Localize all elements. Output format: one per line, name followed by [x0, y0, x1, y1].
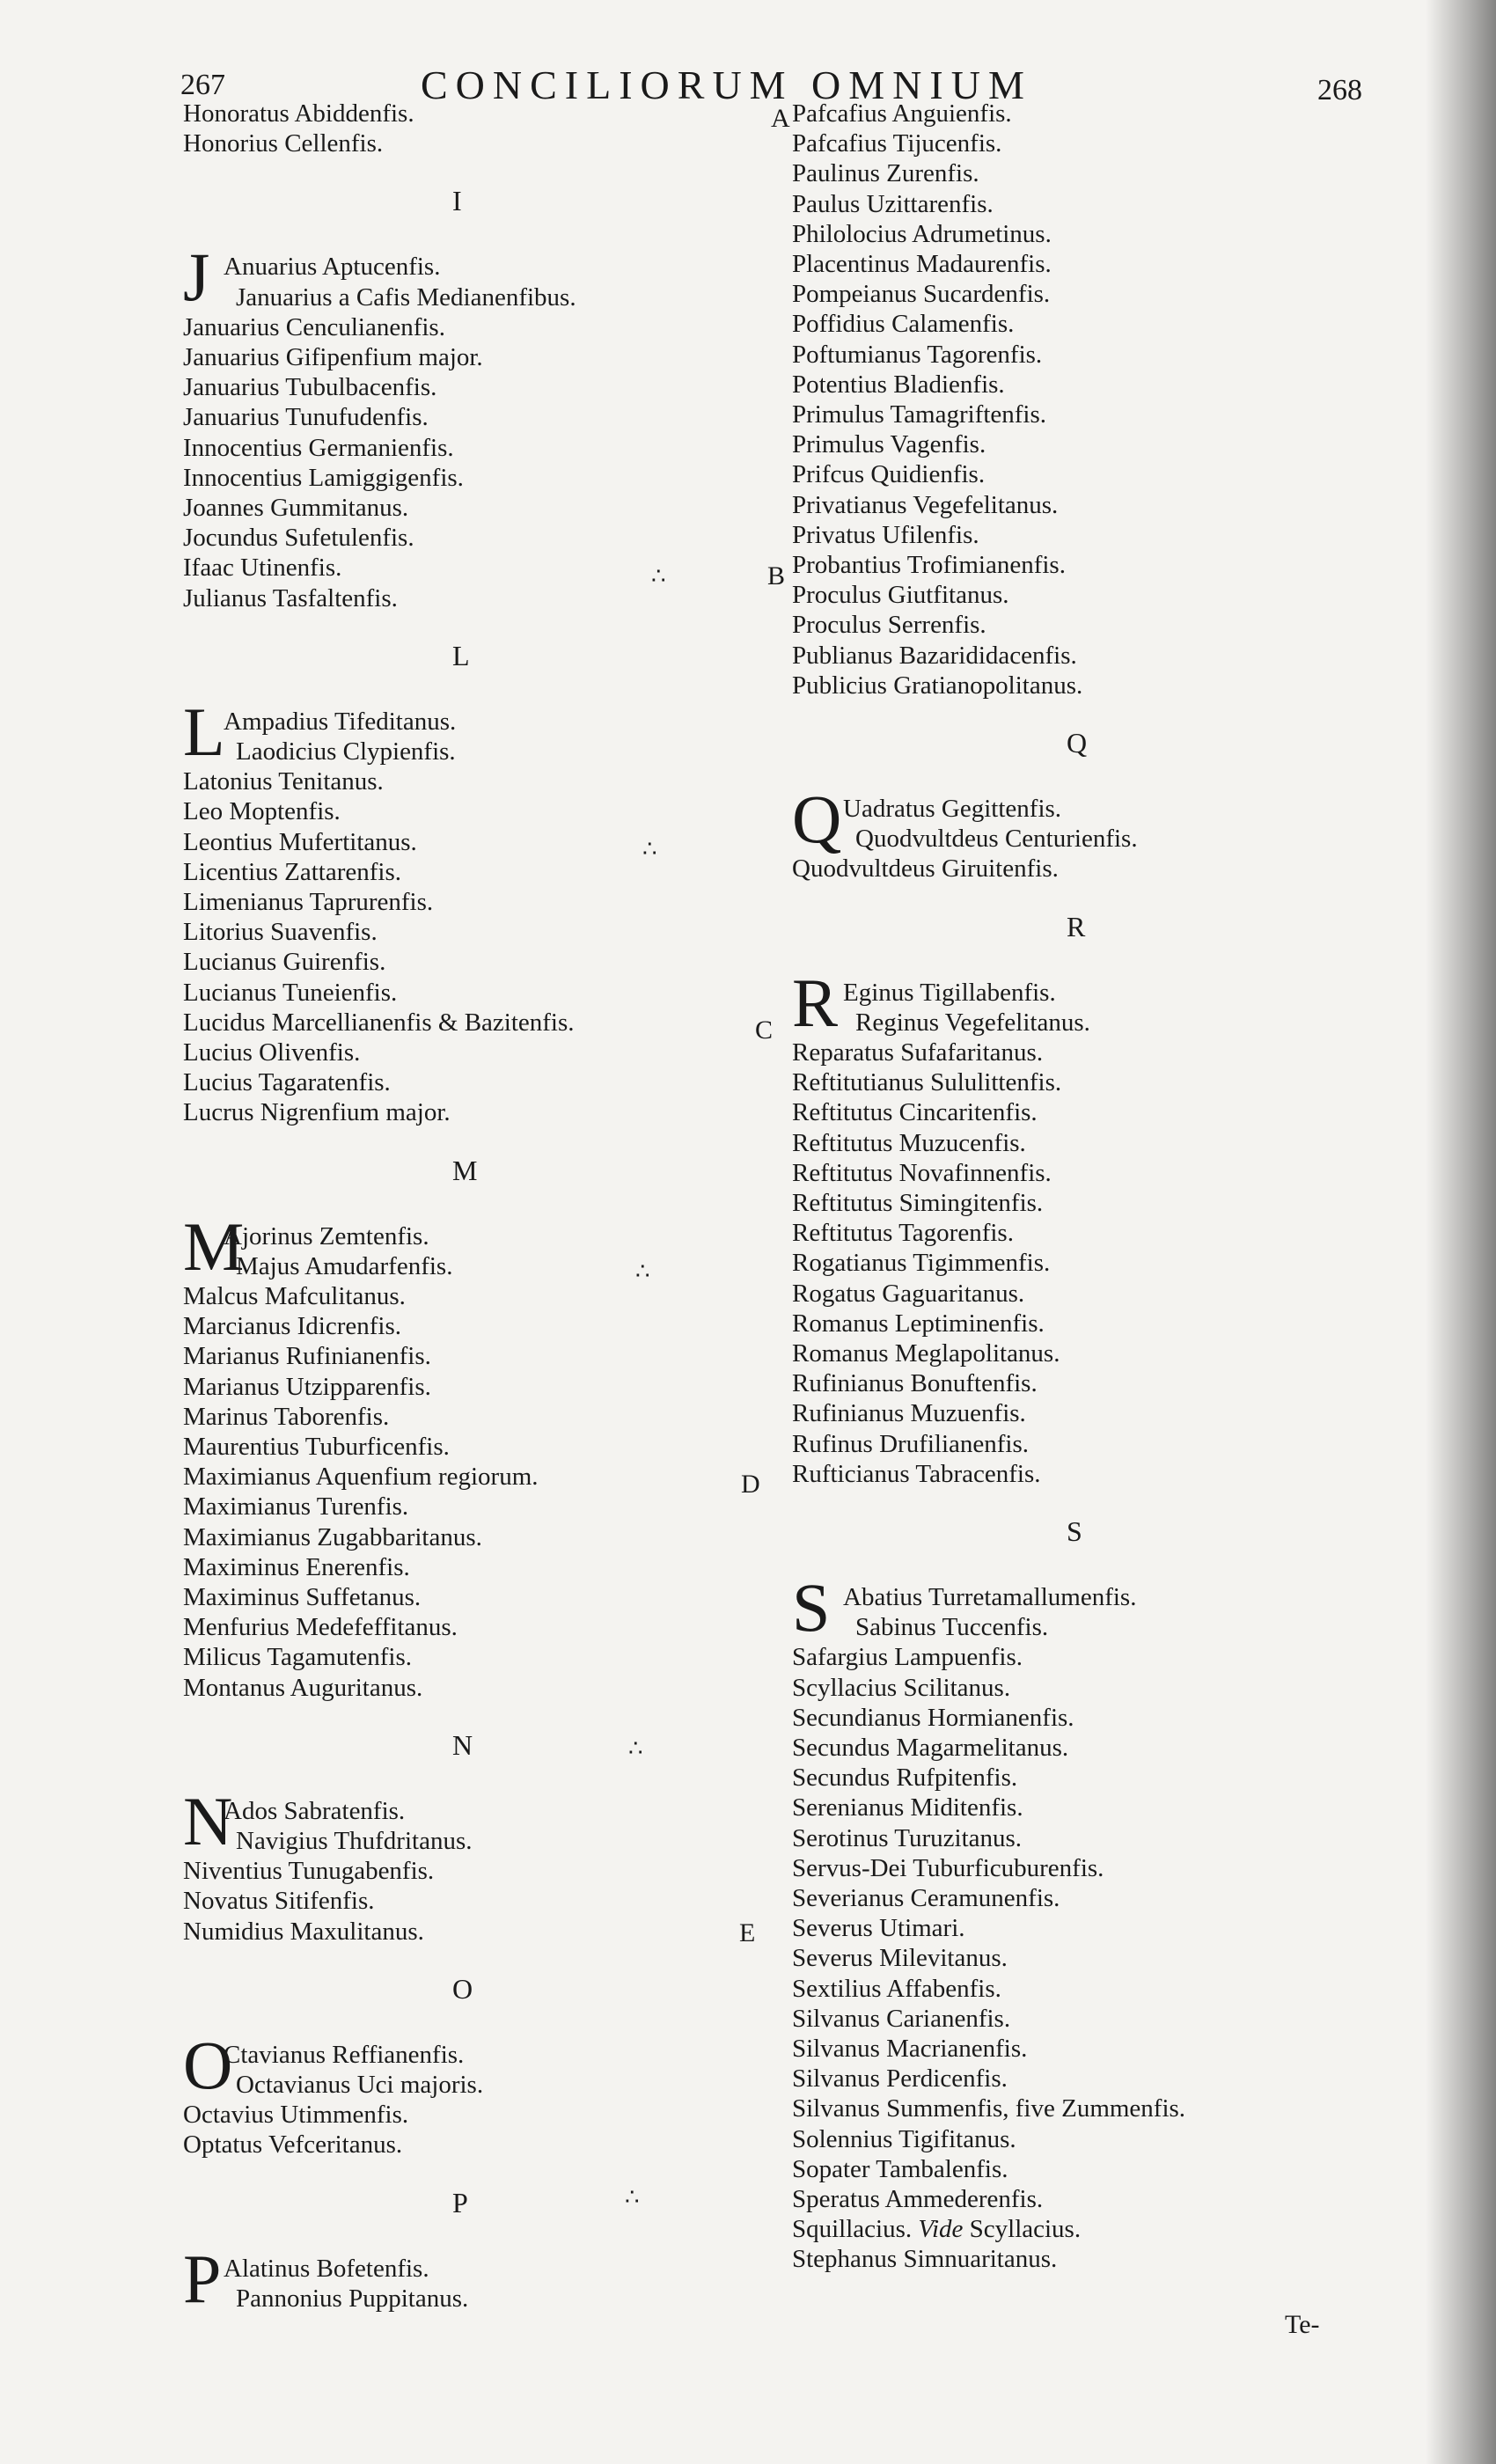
- entry-line: Potentius Bladienfis.: [792, 370, 1005, 399]
- entry-line: Silvanus Summenfis, five Zummenfis.: [792, 2094, 1186, 2123]
- entry-line: Januarius a Cafis Medianenfibus.: [236, 282, 576, 312]
- entry-line: Numidius Maxulitanus.: [183, 1917, 424, 1946]
- entry-line: Montanus Auguritanus.: [183, 1673, 423, 1702]
- entry-line: Januarius Cenculianenfis.: [183, 312, 445, 341]
- drop-initial-r: R: [792, 964, 839, 1041]
- entry-line: Quodvultdeus Giruitenfis.: [792, 854, 1059, 884]
- entry-line: Rufinus Drufilianenfis.: [792, 1429, 1030, 1458]
- section-letter-n: N: [452, 1728, 473, 1761]
- entry-line: Prifcus Quidienfis.: [792, 460, 986, 489]
- entry-line: Ados Sabratenfis.: [224, 1796, 406, 1825]
- entry-line: Reftitutus Cincaritenfis.: [792, 1098, 1038, 1127]
- entry-line: Speratus Ammederenfis.: [792, 2185, 1044, 2213]
- entry-line: Abatius Turretamallumenfis.: [843, 1583, 1137, 1611]
- section-letter-q: Q: [1067, 727, 1088, 759]
- entry-line: Secundus Magarmelitanus.: [792, 1734, 1069, 1762]
- entry-line: Januarius Tubulbacenfis.: [183, 373, 437, 402]
- entry-line: Licentius Zattarenfis.: [183, 857, 402, 886]
- entry-line: Novatus Sitifenfis.: [183, 1887, 375, 1916]
- entry-line: Reftitutus Tagorenfis.: [792, 1219, 1014, 1248]
- entry-line: Reftitutus Simingitenfis.: [792, 1189, 1044, 1217]
- vide-reference: Vide: [918, 2215, 964, 2244]
- entry-line: Ajorinus Zemtenfis.: [224, 1221, 429, 1250]
- entry-line: Maximianus Aquenfium regiorum.: [183, 1463, 539, 1492]
- entry-line: Joannes Gummitanus.: [183, 494, 409, 522]
- ornament-dots: ∴: [651, 563, 664, 589]
- ornament-dots: ∴: [642, 836, 656, 862]
- entry-line: Severus Milevitanus.: [792, 1944, 1008, 1973]
- entry-line: Niventius Tunugabenfis.: [183, 1857, 435, 1886]
- entry-line: Pafcafius Anguienfis.: [792, 99, 1012, 128]
- entry-line: Limenianus Taprurenfis.: [183, 888, 434, 916]
- entry-line: Laodicius Clypienfis.: [236, 737, 456, 766]
- entry-line: Navigius Thufdritanus.: [236, 1827, 473, 1855]
- entry-line: Lucianus Tuneienfis.: [183, 978, 398, 1007]
- entry-line: Lucius Tagaratenfis.: [183, 1068, 391, 1097]
- entry-line: Milicus Tagamutenfis.: [183, 1643, 413, 1672]
- entry-line: Rufinianus Muzuenfis.: [792, 1399, 1026, 1428]
- entry-line: Reparatus Sufafaritanus.: [792, 1038, 1044, 1067]
- entry-line: Honoratus Abiddenfis.: [183, 99, 414, 128]
- entry-line: Marianus Rufinianenfis.: [183, 1342, 431, 1371]
- entry-line: Paulus Uzittarenfis.: [792, 189, 994, 218]
- entry-line: Leo Moptenfis.: [183, 797, 341, 826]
- entry-line: Romanus Leptiminenfis.: [792, 1309, 1045, 1338]
- entry-line: Probantius Trofimianenfis.: [792, 551, 1066, 579]
- entry-line: Solennius Tigifitanus.: [792, 2124, 1016, 2153]
- section-letter-p: P: [452, 2186, 468, 2218]
- entry-line: Secundianus Hormianenfis.: [792, 1703, 1074, 1732]
- entry-line: Poftumianus Tagorenfis.: [792, 340, 1043, 369]
- entry-line: Primulus Vagenfis.: [792, 430, 986, 459]
- entry-line: Publianus Bazarididacenfis.: [792, 641, 1077, 670]
- margin-letter-b: B: [767, 561, 786, 590]
- drop-initial-q: Q: [792, 781, 842, 857]
- entry-line: Januarius Tunufudenfis.: [183, 403, 429, 432]
- entry-line: Sextilius Affabenfis.: [792, 1974, 1001, 2003]
- entry-line: Sabinus Tuccenfis.: [855, 1613, 1049, 1642]
- entry-line: Innocentius Lamiggigenfis.: [183, 463, 464, 492]
- entry-line: Silvanus Perdicenfis.: [792, 2064, 1008, 2094]
- entry-line: Silvanus Carianenfis.: [792, 2004, 1011, 2033]
- entry-line: Julianus Tasfaltenfis.: [183, 583, 398, 612]
- entry-line: Placentinus Madaurenfis.: [792, 250, 1052, 278]
- entry-line: Optatus Vefceritanus.: [183, 2130, 403, 2160]
- entry-line: Latonius Tenitanus.: [183, 767, 384, 796]
- entry-line: Severus Utimari.: [792, 1914, 965, 1943]
- section-letter-r: R: [1067, 910, 1086, 942]
- entry-line: Lucrus Nigrenfium major.: [183, 1098, 451, 1127]
- ornament-dots: ∴: [628, 1735, 642, 1761]
- drop-initial-p: P: [183, 2240, 222, 2317]
- entry-line: Quodvultdeus Centurienfis.: [855, 825, 1138, 854]
- ornament-dots: ∴: [625, 2184, 638, 2210]
- entry-line: Malcus Mafculitanus.: [183, 1282, 406, 1310]
- running-title: CONCILIORUM OMNIUM: [421, 62, 1032, 107]
- entry-line: Marianus Utzipparenfis.: [183, 1372, 431, 1401]
- entry-line: Marcianus Idicrenfis.: [183, 1312, 402, 1341]
- entry-line: Proculus Giutfitanus.: [792, 581, 1009, 610]
- entry-line: Privatus Ufilenfis.: [792, 520, 979, 549]
- entry-line: Jocundus Sufetulenfis.: [183, 524, 414, 553]
- entry-line: Servus-Dei Tuburficuburenfis.: [792, 1853, 1104, 1882]
- entry-line: Lucianus Guirenfis.: [183, 948, 386, 977]
- entry-line: Maximianus Turenfis.: [183, 1492, 409, 1522]
- catchword: Te-: [1285, 2310, 1320, 2339]
- entry-line: Ampadius Tifeditanus.: [224, 707, 457, 736]
- entry-line: Serotinus Turuzitanus.: [792, 1823, 1023, 1852]
- entry-line: Proculus Serrenfis.: [792, 611, 986, 640]
- entry-line: Octavianus Uci majoris.: [236, 2071, 484, 2099]
- entry-line: Rufinianus Bonuftenfis.: [792, 1369, 1038, 1398]
- entry-line: Alatinus Bofetenfis.: [224, 2254, 429, 2283]
- entry-line: Honorius Cellenfis.: [183, 129, 384, 158]
- entry-line: Maximianus Zugabbaritanus.: [183, 1522, 482, 1551]
- entry-line: Sopater Tambalenfis.: [792, 2154, 1008, 2183]
- entry-line: Scyllacius Scilitanus.: [792, 1673, 1011, 1702]
- entry-line: Eginus Tigillabenfis.: [843, 978, 1056, 1007]
- entry-line: Marinus Taborenfis.: [183, 1402, 390, 1431]
- section-letter-s: S: [1067, 1515, 1082, 1547]
- entry-line: Rogatus Gaguaritanus.: [792, 1279, 1025, 1308]
- section-letter-m: M: [452, 1154, 478, 1186]
- entry-target: Scyllacius.: [963, 2215, 1082, 2244]
- page-edge-shadow: [1426, 0, 1496, 2464]
- section-letter-o: O: [452, 1972, 473, 2005]
- entry-line: Philolocius Adrumetinus.: [792, 219, 1052, 248]
- entry-line: Silvanus Macrianenfis.: [792, 2035, 1028, 2063]
- entry-line: Litorius Suavenfis.: [183, 918, 378, 947]
- entry-name: Squillacius.: [792, 2215, 919, 2244]
- drop-initial-m: M: [183, 1207, 245, 1285]
- entry-line: Octavius Utimmenfis.: [183, 2101, 409, 2130]
- drop-initial-s: S: [792, 1569, 831, 1646]
- drop-initial-o: O: [183, 2026, 233, 2103]
- entry-line: Reftitutianus Sululittenfis.: [792, 1068, 1062, 1097]
- right-page-number: 268: [1317, 74, 1362, 106]
- drop-initial-l: L: [183, 693, 225, 770]
- entry-line: Lucidus Marcellianenfis & Bazitenfis.: [183, 1008, 575, 1037]
- entry-line: Maximinus Enerenfis.: [183, 1552, 410, 1581]
- entry-line: Uadratus Gegittenfis.: [843, 795, 1062, 823]
- entry-line: Serenianus Miditenfis.: [792, 1793, 1023, 1822]
- entry-line: [792, 2214, 1081, 2244]
- ornament-dots: ∴: [635, 1258, 649, 1284]
- entry-line: Poffidius Calamenfis.: [792, 310, 1015, 339]
- section-letter-i: I: [452, 185, 462, 217]
- entry-line: Stephanus Simnuaritanus.: [792, 2245, 1058, 2274]
- entry-line: Primulus Tamagriftenfis.: [792, 400, 1047, 429]
- drop-initial-n: N: [183, 1782, 233, 1859]
- entry-line: Leontius Mufertitanus.: [183, 827, 417, 856]
- margin-letter-a: A: [771, 104, 790, 133]
- entry-line: Januarius Gifipenfium major.: [183, 343, 483, 371]
- entry-line: Majus Amudarfenfis.: [236, 1251, 453, 1280]
- margin-letter-d: D: [741, 1470, 760, 1499]
- entry-line: Privatianus Vegefelitanus.: [792, 490, 1059, 519]
- entry-line: Ifaac Utinenfis.: [183, 554, 342, 583]
- entry-line: Maurentius Tuburficenfis.: [183, 1433, 450, 1461]
- section-letter-l: L: [452, 639, 470, 671]
- entry-line: Secundus Rufpitenfis.: [792, 1764, 1018, 1793]
- entry-line: Publicius Gratianopolitanus.: [792, 671, 1083, 700]
- entry-line: Pompeianus Sucardenfis.: [792, 280, 1051, 309]
- entry-line: Rufticianus Tabracenfis.: [792, 1459, 1041, 1488]
- entry-line: Romanus Meglapolitanus.: [792, 1339, 1060, 1368]
- left-page-number: 267: [180, 69, 225, 101]
- drop-initial-j: J: [183, 238, 210, 316]
- entry-line: Severianus Ceramunenfis.: [792, 1884, 1060, 1912]
- entry-line: Ctavianus Reffianenfis.: [224, 2040, 465, 2069]
- entry-line: Reftitutus Muzucenfis.: [792, 1128, 1026, 1157]
- margin-letter-e: E: [739, 1918, 756, 1947]
- entry-line: Menfurius Medefeffitanus.: [183, 1613, 458, 1642]
- entry-line: Anuarius Aptucenfis.: [224, 253, 441, 282]
- entry-line: Reftitutus Novafinnenfis.: [792, 1158, 1052, 1187]
- entry-line: Paulinus Zurenfis.: [792, 159, 979, 188]
- entry-line: Reginus Vegefelitanus.: [855, 1008, 1090, 1037]
- entry-line: Lucius Olivenfis.: [183, 1038, 361, 1067]
- margin-letter-c: C: [755, 1016, 774, 1045]
- entry-line: Rogatianus Tigimmenfis.: [792, 1249, 1051, 1278]
- entry-line: Safargius Lampuenfis.: [792, 1643, 1023, 1672]
- entry-line: Pannonius Puppitanus.: [236, 2284, 469, 2313]
- entry-line: Maximinus Suffetanus.: [183, 1583, 422, 1611]
- entry-line: Innocentius Germanienfis.: [183, 433, 454, 462]
- entry-line: Pafcafius Tijucenfis.: [792, 129, 1002, 158]
